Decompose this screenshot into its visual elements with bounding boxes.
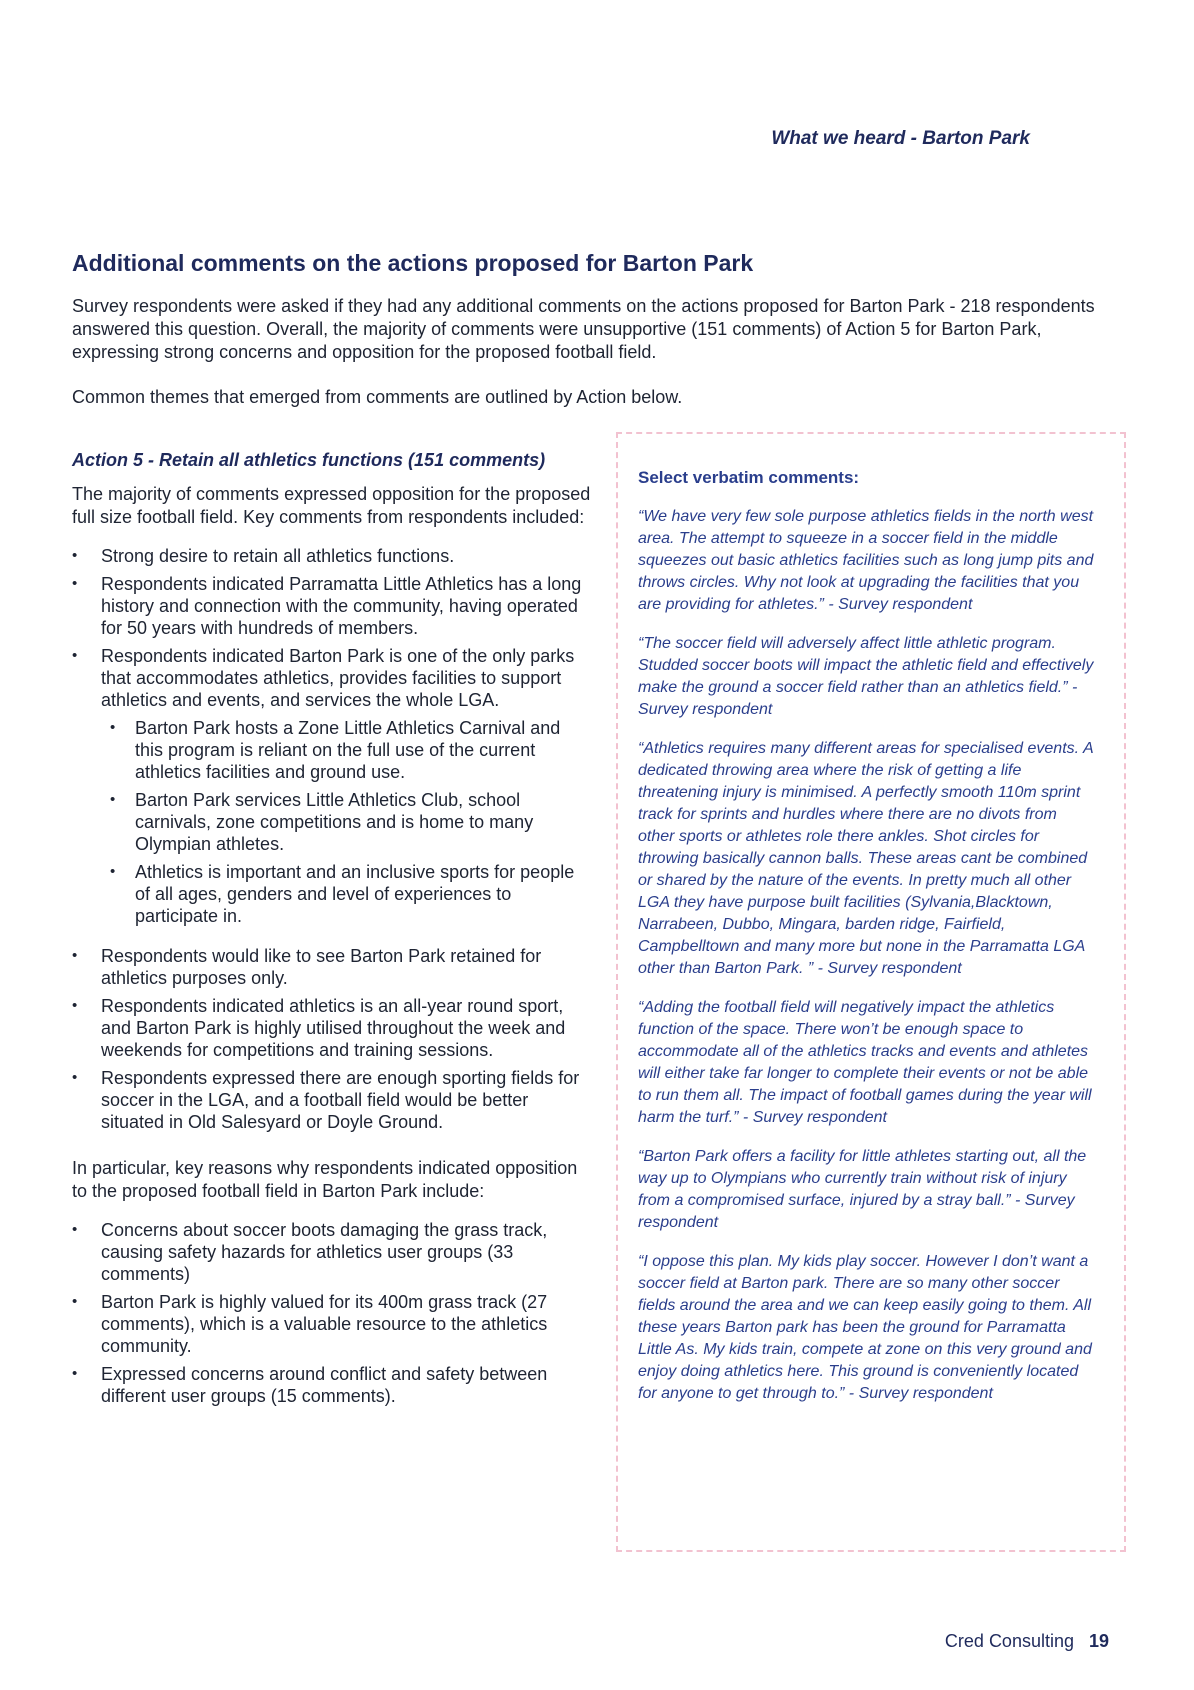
list-item: • Respondents would like to see Barton Park retained for athletics purposes only. (72, 945, 592, 989)
verbatim-comments-box (616, 432, 1126, 1552)
intro-paragraph: Survey respondents were asked if they had any additional comments on the actions proposed for Barton Park - 218 respondents answered this question. Overall, the majority of comments were unsupportive (151 comments) of Action 5 for Barton Park, expressing strong concerns and opposition for the proposed football field. (72, 296, 1095, 362)
list-item: • Strong desire to retain all athletics functions. (72, 545, 592, 567)
verbatim-quote: “Barton Park offers a facility for little athletes starting out, all the way up to Olympians who currently train without risk of injury from a compromised surface, injured by a stray ball.” - Survey respondent (638, 1148, 1087, 1231)
verbatim-quote: “Athletics requires many different areas for specialised events. A dedicated throwing area where the risk of getting a life threatening injury is minimised. A perfectly smooth 110m sprint track for sprints and hurdles where there are no divots from other sports or athletes role there ankles. Shot circles for throwing basically cannon balls. These areas cant be combined or shared by the nature of the events. In pretty much all other LGA they have purpose built facilities (Sylvania,Blacktown, Narrabeen, Dubbo, Mingara, barden ridge, Fairfield, Campbelltown and many more but none in the Parramatta LGA other than Barton Park. ” - Survey respondent (638, 740, 1094, 977)
action-5-lead: The majority of comments expressed opposition for the proposed full size football field. Key comments from respondents included: (72, 484, 591, 527)
action-5-heading: Action 5 - Retain all athletics functions (151 comments) (72, 450, 546, 470)
list-item: • Expressed concerns around conflict and safety between different user groups (15 comments). (72, 1363, 592, 1407)
verbatim-quote: “I oppose this plan. My kids play soccer. However I don’t want a soccer field at Barton park. There are so many other soccer fields around the area and we can keep easily going to them. All these years Barton park has been the ground for Parramatta Little As. My kids train, compete at zone on this very ground and enjoy doing athletics here. This ground is conveniently located for anyone to get through to.” - Survey respondent (638, 1253, 1092, 1402)
list-item-text: Respondents indicated Barton Park is one of the only parks that accommodates athletics, provides facilities to support athletics and events, and services the whole LGA. (101, 646, 575, 710)
sub-list-item: • Athletics is important and an inclusive sports for people of all ages, genders and level of experiences to participate in. (101, 861, 592, 927)
list-item: • Respondents expressed there are enough sporting fields for soccer in the LGA, and a football field would be better situated in Old Salesyard or Doyle Ground. (72, 1067, 592, 1133)
list-item: • Barton Park is highly valued for its 400m grass track (27 comments), which is a valuable resource to the athletics community. (72, 1291, 592, 1357)
intro-paragraph-2: Common themes that emerged from comments are outlined by Action below. (72, 387, 683, 407)
footer-brand: Cred Consulting (944, 1631, 1074, 1651)
sub-list (101, 717, 592, 927)
sub-list-item: • Barton Park services Little Athletics Club, school carnivals, zone competitions and is home to many Olympian athletes. (101, 789, 592, 855)
list-item: • Respondents indicated Parramatta Little Athletics has a long history and connection with the community, having operated for 50 years with hundreds of members. (72, 573, 592, 639)
action-5-column (72, 450, 592, 1413)
verbatim-quote: “The soccer field will adversely affect little athletic program. Studded soccer boots will impact the athletic field and effectively make the ground a soccer field rather than an athletics field.” - Survey respondent (638, 635, 1094, 718)
list-item: • Respondents indicated athletics is an all-year round sport, and Barton Park is highly utilised throughout the week and weekends for competitions and training sessions. (72, 995, 592, 1061)
section-title: Additional comments on the actions proposed for Barton Park (72, 250, 754, 276)
verbatim-heading: Select verbatim comments: (638, 468, 860, 487)
verbatim-quote: “We have very few sole purpose athletics fields in the north west area. The attempt to squeeze in a soccer field in the middle squeezes out basic athletics facilities such as long jump pits and throws circles. Why not look at upgrading the facilities that you are providing for athletes.” - Survey respondent (638, 508, 1094, 613)
list-item (72, 645, 592, 927)
key-comments-list (72, 545, 592, 1133)
page-number: 19 (1088, 1631, 1109, 1651)
verbatim-quote: “Adding the football field will negatively impact the athletics function of the space. There won’t be enough space to accommodate all of the athletics tracks and events and athletes will either take far longer to complete their events or not be able to run them all. The impact of football games during the year will harm the turf.” - Survey respondent (638, 999, 1092, 1126)
sub-list-item: • Barton Park hosts a Zone Little Athletics Carnival and this program is reliant on the full use of the current athletics facilities and ground use. (101, 717, 592, 783)
reasons-list (72, 1219, 592, 1407)
running-header: What we heard - Barton Park (771, 128, 1030, 149)
reasons-lead: In particular, key reasons why respondents indicated opposition to the proposed football field in Barton Park include: (72, 1158, 578, 1201)
list-item: • Concerns about soccer boots damaging the grass track, causing safety hazards for athletics user groups (33 comments) (72, 1219, 592, 1285)
